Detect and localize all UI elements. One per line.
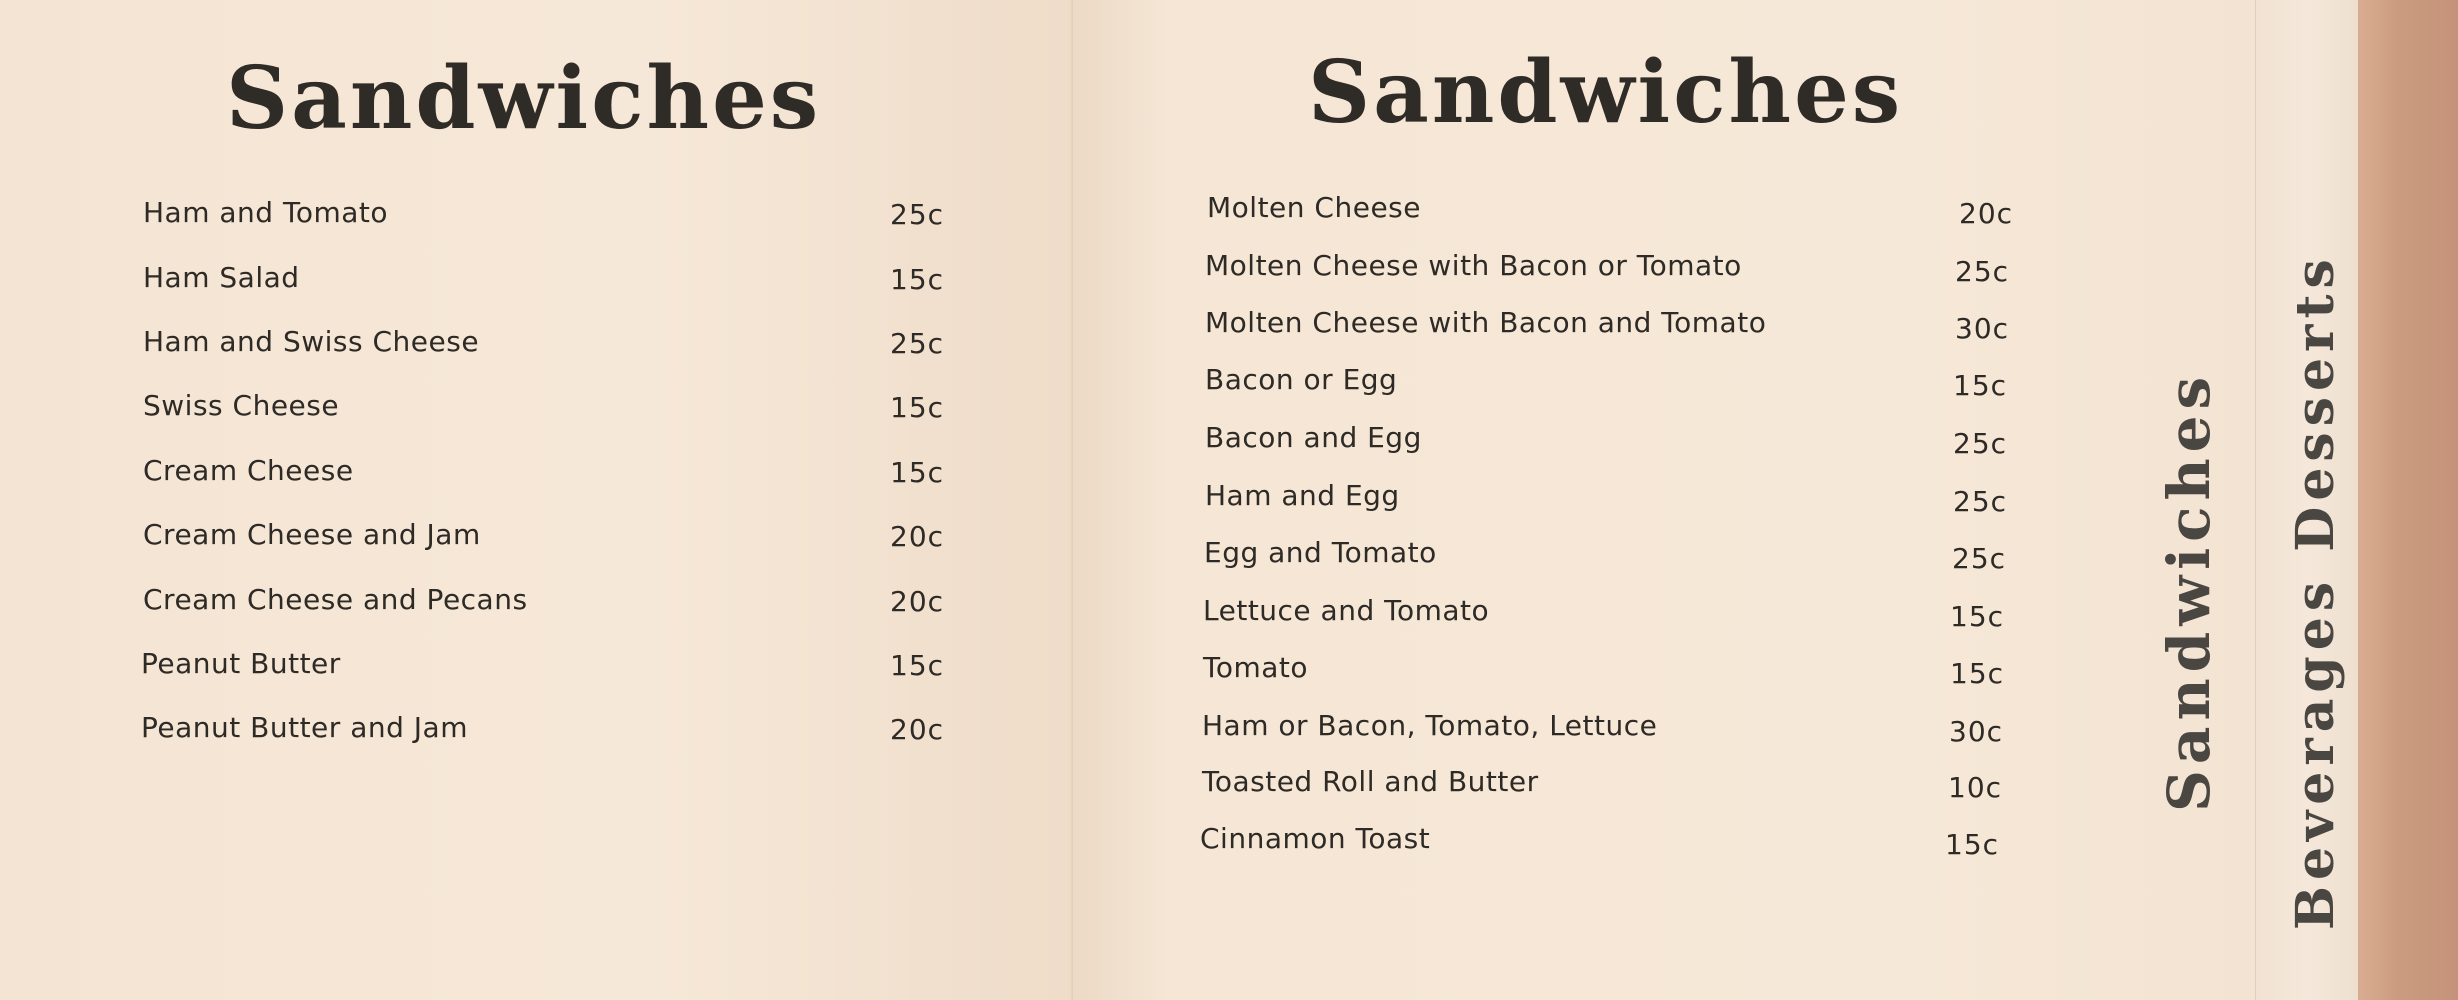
menu-item-name: Cream Cheese — [143, 454, 354, 487]
menu-item-name: Cinnamon Toast — [1200, 822, 1431, 855]
menu-item-price: 25c — [1953, 485, 2008, 518]
menu-item-price: 20c — [890, 585, 945, 618]
menu-item-price: 15c — [890, 649, 945, 682]
menu-item-name: Ham Salad — [143, 261, 300, 294]
menu-item-name: Bacon and Egg — [1205, 421, 1422, 454]
menu-item-name: Molten Cheese with Bacon or Tomato — [1205, 249, 1742, 282]
menu-item-name: Tomato — [1203, 651, 1309, 684]
right-page-heading: Sandwiches — [1308, 42, 1904, 143]
menu-item-name: Ham and Swiss Cheese — [143, 325, 480, 358]
menu-item-price: 15c — [1950, 657, 2005, 690]
menu-item-price: 20c — [890, 713, 945, 746]
menu-item-name: Egg and Tomato — [1204, 536, 1437, 569]
menu-item-name: Cream Cheese and Jam — [143, 518, 481, 551]
menu-item-name: Ham and Egg — [1205, 479, 1400, 512]
tab-beverages-desserts[interactable]: Beverages Desserts — [2285, 253, 2346, 930]
menu-item-name: Peanut Butter — [141, 647, 341, 680]
menu-item-name: Toasted Roll and Butter — [1202, 765, 1539, 798]
menu-item-price: 25c — [890, 198, 945, 231]
menu-item-price: 25c — [1953, 427, 2008, 460]
menu-item-price: 30c — [1949, 715, 2004, 748]
menu-item-price: 20c — [1959, 197, 2014, 230]
menu-item-name: Ham or Bacon, Tomato, Lettuce — [1202, 709, 1658, 742]
menu-item-name: Ham and Tomato — [143, 196, 388, 229]
menu-item-price: 25c — [1955, 255, 2010, 288]
menu-item-price: 10c — [1948, 771, 2003, 804]
menu-item-name: Bacon or Egg — [1205, 363, 1398, 396]
left-page-heading: Sandwiches — [226, 48, 822, 149]
menu-item-name: Peanut Butter and Jam — [141, 711, 468, 744]
menu-item-name: Lettuce and Tomato — [1203, 594, 1490, 627]
menu-item-price: 15c — [1950, 600, 2005, 633]
menu-item-price: 25c — [1952, 542, 2007, 575]
booklet-cover-edge — [2358, 0, 2458, 1000]
menu-item-name: Cream Cheese and Pecans — [143, 583, 528, 616]
left-page — [0, 0, 1073, 1000]
menu-item-price: 25c — [890, 327, 945, 360]
menu-item-name: Molten Cheese with Bacon and Tomato — [1205, 306, 1767, 339]
menu-item-price: 20c — [890, 520, 945, 553]
menu-item-name: Swiss Cheese — [143, 389, 340, 422]
menu-item-name: Molten Cheese — [1207, 191, 1421, 224]
menu-item-price: 15c — [890, 456, 945, 489]
menu-item-price: 15c — [1945, 828, 2000, 861]
menu-item-price: 30c — [1955, 312, 2010, 345]
menu-item-price: 15c — [890, 391, 945, 424]
menu-item-price: 15c — [890, 263, 945, 296]
right-page — [1073, 0, 2255, 1000]
tab-sandwiches[interactable]: Sandwiches — [2155, 370, 2223, 812]
menu-item-price: 15c — [1953, 369, 2008, 402]
